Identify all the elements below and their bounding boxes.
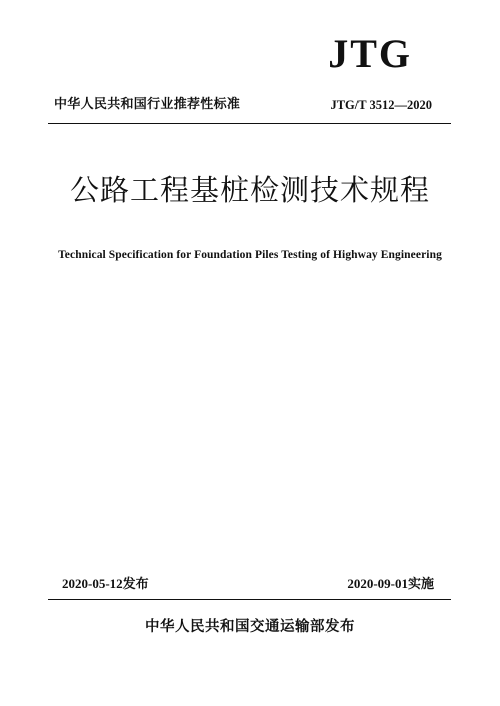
standard-category: 中华人民共和国行业推荐性标准 <box>54 97 241 112</box>
standard-number: JTG/T 3512—2020 <box>330 98 432 112</box>
document-title-english: Technical Specification for Foundation Piles Testing of Highway Engineering <box>58 249 442 261</box>
issue-date: 2020-05-12发布 <box>62 576 149 591</box>
standard-brand-logo: JTG <box>328 31 412 76</box>
implementation-date: 2020-09-01实施 <box>347 576 434 591</box>
document-title-chinese: 公路工程基桩检测技术规程 <box>69 173 430 207</box>
publisher: 中华人民共和国交通运输部发布 <box>145 619 355 635</box>
top-divider <box>48 123 451 124</box>
bottom-divider <box>48 599 451 600</box>
